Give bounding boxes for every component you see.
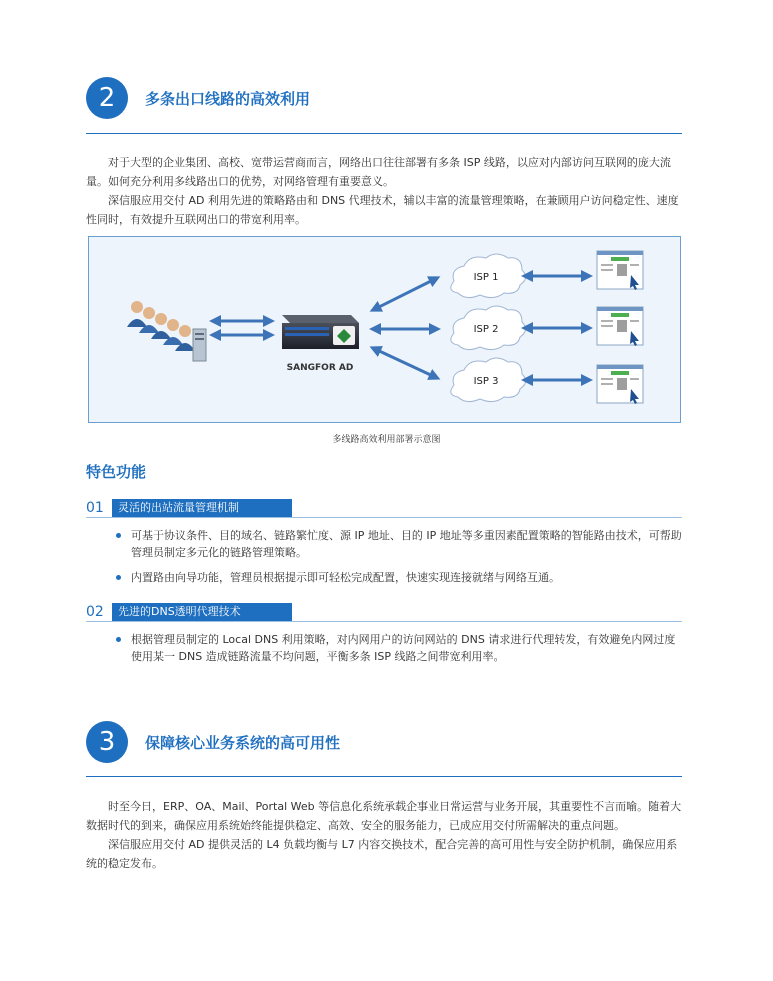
sangfor-ad-device-icon <box>282 315 359 349</box>
section-3-paragraph-1: 时至今日，ERP、OA、Mail、Portal Web 等信息化系统承载企事业日常运营与业务开展，其重要性不言而喻。随着大数据时代的到来，确保应用系统始终能提供稳定、高效、安全的服务能力，已成应用交付所需解决的重点问题。 <box>86 800 682 832</box>
web-page-1-icon <box>597 251 643 290</box>
section-2-title: 多条出口线路的高效利用 <box>145 90 311 108</box>
feature-2-title: 先进的DNS透明代理技术 <box>112 603 292 621</box>
section-2-paragraph-1: 对于大型的企业集团、高校、宽带运营商而言，网络出口往往部署有多条 ISP 线路，以应对内部访问互联网的庞大流量。如何充分利用多线路出口的优势，对网络管理有重要意义。 <box>86 156 671 188</box>
section-3-number: 3 <box>86 721 128 763</box>
features-title: 特色功能 <box>86 463 147 481</box>
feature-1-number: 01 <box>86 500 104 516</box>
section-2-number: 2 <box>86 77 128 119</box>
feature-2-bullet-1-text: 根据管理员制定的 Local DNS 利用策略，对内网用户的访问网站的 DNS 请求进行代理转发，有效避免内网过度使用某一 DNS 造成链路流量不均问题，平衡多条 ISP 线路之间带宽利用率。 <box>131 633 676 663</box>
feature-2-divider <box>86 621 682 622</box>
bullet-dot <box>116 637 121 642</box>
feature-1-header <box>86 499 292 517</box>
isp-2-label: ISP 2 <box>473 324 499 335</box>
section-3-paragraph-2: 深信服应用交付 AD 提供灵活的 L4 负载均衡与 L7 内容交换技术，配合完善的高可用性与安全防护机制，确保应用系统的稳定发布。 <box>86 838 678 870</box>
feature-1-bullet-2 <box>114 569 684 586</box>
feature-1-bullet-1-text: 可基于协议条件、目的域名、链路繁忙度、源 IP 地址、目的 IP 地址等多重因素配置策略的智能路由技术，可帮助管理员制定多元化的链路管理策略。 <box>131 529 682 559</box>
link-arrows-isp <box>375 279 435 377</box>
isp-1-label: ISP 1 <box>473 272 499 283</box>
feature-1-divider <box>86 517 682 518</box>
link-arrows-users <box>215 321 269 335</box>
section-2-divider <box>86 133 682 134</box>
feature-1-title: 灵活的出站流量管理机制 <box>112 499 292 517</box>
feature-2-header <box>86 603 292 621</box>
web-page-2-icon <box>597 307 643 346</box>
link-arrows-web <box>527 276 587 380</box>
network-diagram <box>88 236 681 423</box>
feature-1-bullet-1 <box>114 527 684 561</box>
section-3-body <box>86 797 682 873</box>
feature-2-bullet-1 <box>114 631 684 665</box>
web-page-3-icon <box>597 365 643 404</box>
section-2-body <box>86 153 682 229</box>
feature-1-bullet-2-text: 内置路由向导功能，管理员根据提示即可轻松完成配置，快速实现连接就绪与网络互通。 <box>131 571 560 584</box>
diagram-caption: 多线路高效利用部署示意图 <box>332 435 441 445</box>
users-icon <box>127 301 206 361</box>
bullet-dot <box>116 533 121 538</box>
bullet-dot <box>116 575 121 580</box>
network-diagram-svg <box>89 237 682 424</box>
section-3-title: 保障核心业务系统的高可用性 <box>145 734 341 752</box>
section-2-paragraph-2: 深信服应用交付 AD 利用先进的策略路由和 DNS 代理技术，辅以丰富的流量管理策略，在兼顾用户访问稳定性、速度性同时，有效提升互联网出口的带宽利用率。 <box>86 194 679 226</box>
section-3-divider <box>86 776 682 777</box>
device-label: SANGFOR AD <box>286 363 354 373</box>
isp-3-label: ISP 3 <box>473 376 499 387</box>
feature-2-number: 02 <box>86 604 104 620</box>
